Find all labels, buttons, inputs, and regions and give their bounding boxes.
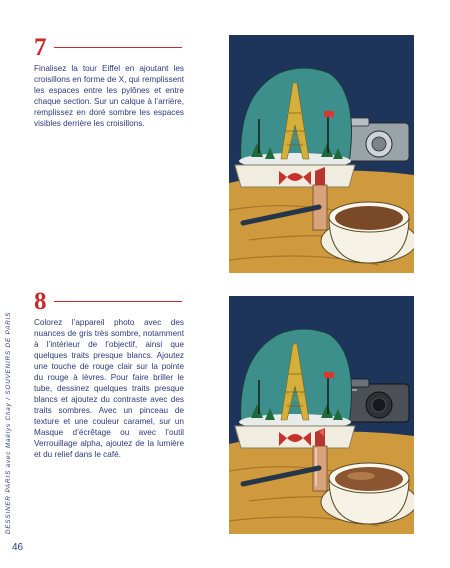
illustration-step-7 xyxy=(229,35,414,273)
illustration-step-8 xyxy=(229,296,414,534)
page-number: 46 xyxy=(12,542,24,553)
step-divider xyxy=(54,47,182,48)
running-header-text: DESSINER PARIS avec Maëlys Chay / SOUVENIRS DE PARIS xyxy=(5,311,12,534)
lipstick-illustration xyxy=(313,167,327,230)
step-8 xyxy=(34,289,184,460)
coffee-cup-illustration xyxy=(321,463,414,524)
step-instructions: Finalisez la tour Eiffel en ajoutant les croisillons en forme de X, qui remplissent les espaces entre les pylônes et entre chaque section. Sur un calque à l’arrière, remplissez en doré sombre les espaces visibles derrière les croisillons. xyxy=(34,64,184,128)
coffee-cup-illustration xyxy=(321,202,414,263)
step-7 xyxy=(34,35,184,129)
step-number: 8 xyxy=(34,288,47,315)
running-header xyxy=(5,264,17,534)
step-instructions: Colorez l’appareil photo avec des nuances de gris très sombre, notamment à l’intérieur de l’objectif, ainsi que quelques traits presque blancs. Ajoutez une touche de rouge clair sur la pointe du rouge à lèvres. Pour faire briller le tube, dessinez quelques traits presque blancs et ajoutez du contraste avec des traits sombres. Avec un pinceau de texture et une couleur caramel, sur un Masque d’écrêtage ou avec l’outil Verrouillage alpha, ajoutez de la lumière et du relief dans le café. xyxy=(34,318,184,459)
step-number: 7 xyxy=(34,34,47,61)
lipstick-illustration xyxy=(313,428,327,491)
step-divider xyxy=(54,301,182,302)
